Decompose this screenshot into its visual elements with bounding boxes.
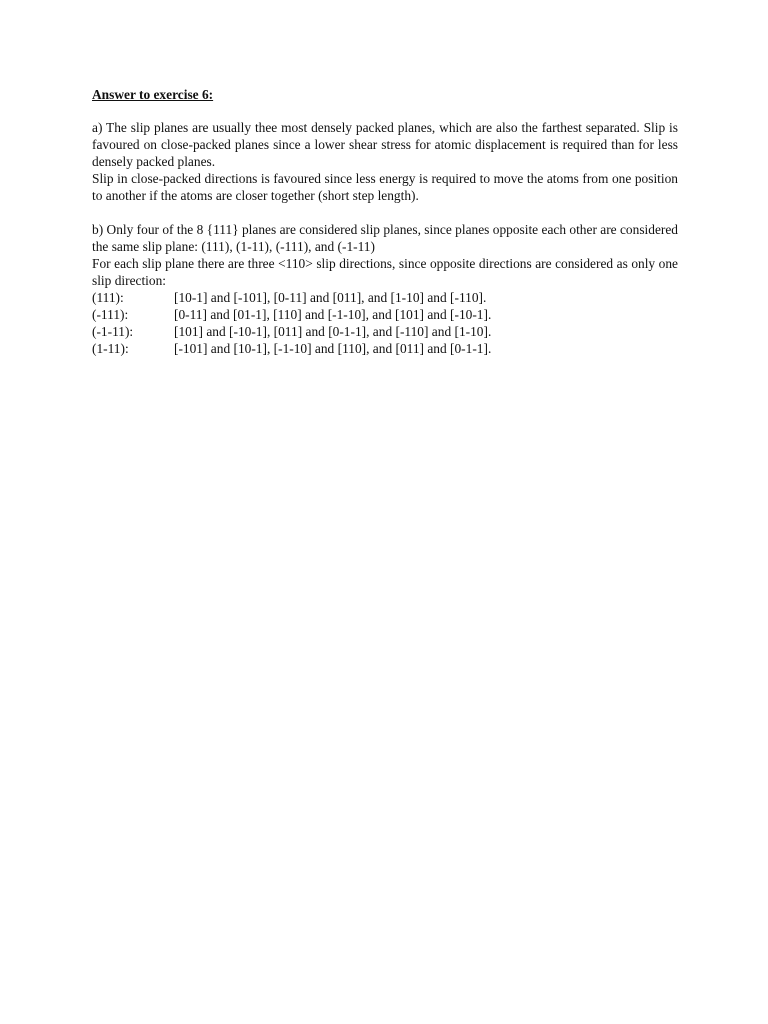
slip-plane-label: (111): bbox=[92, 290, 124, 305]
part-b-paragraph-2: For each slip plane there are three <110> slip directions, since opposite directions are considered as only one slip direction: bbox=[92, 256, 678, 288]
slip-direction-row bbox=[92, 289, 678, 306]
slip-direction-row bbox=[92, 340, 678, 357]
slip-direction-list: [-101] and [10-1], [-1-10] and [110], and [011] and [0-1-1]. bbox=[174, 341, 492, 356]
slip-plane-label: (1-11): bbox=[92, 341, 129, 356]
slip-plane-label: (-111): bbox=[92, 307, 129, 322]
slip-direction-list: [0-11] and [01-1], [110] and [-1-10], and [101] and [-10-1]. bbox=[174, 307, 492, 322]
paragraph-spacer bbox=[92, 204, 678, 221]
slip-direction-list: [10-1] and [-101], [0-11] and [011], and [1-10] and [-110]. bbox=[174, 290, 487, 305]
part-a-paragraph-2: Slip in close-packed directions is favoured since less energy is required to move the atoms from one position to another if the atoms are closer together (short step length). bbox=[92, 171, 678, 203]
part-a-paragraph-1: a) The slip planes are usually thee most densely packed planes, which are also the farthest separated. Slip is favoured on close-packed planes since a lower shear stress for atomic displacement is required than for less densely packed planes. bbox=[92, 120, 678, 169]
slip-direction-row bbox=[92, 306, 678, 323]
document-page bbox=[92, 86, 678, 357]
slip-direction-list: [101] and [-10-1], [011] and [0-1-1], and [-110] and [1-10]. bbox=[174, 324, 492, 339]
slip-direction-row bbox=[92, 323, 678, 340]
slip-plane-label: (-1-11): bbox=[92, 324, 134, 339]
exercise-heading: Answer to exercise 6: bbox=[92, 87, 214, 102]
part-b-paragraph-1: b) Only four of the 8 {111} planes are considered slip planes, since planes opposite each other are considered the same slip plane: (111), (1-11), (-111), and (-1-11) bbox=[92, 222, 678, 254]
